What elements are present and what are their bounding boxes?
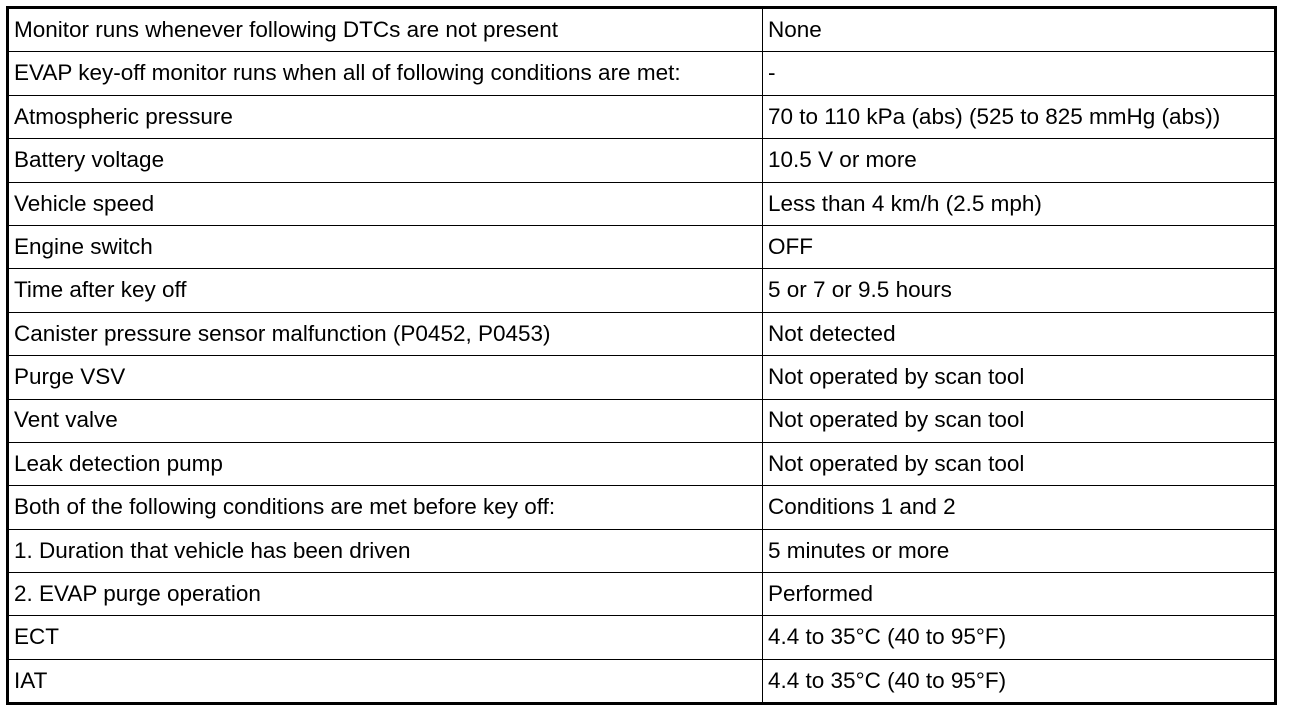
specification-cell: Less than 4 km/h (2.5 mph) <box>763 182 1276 225</box>
specification-cell: Not operated by scan tool <box>763 442 1276 485</box>
table-row <box>8 529 1276 572</box>
specification-cell: 4.4 to 35°C (40 to 95°F) <box>763 616 1276 659</box>
table-row <box>8 269 1276 312</box>
conditions-table-body <box>8 8 1276 704</box>
table-row <box>8 442 1276 485</box>
parameter-cell: ECT <box>8 616 763 659</box>
parameter-cell: Vehicle speed <box>8 182 763 225</box>
specification-cell: 5 or 7 or 9.5 hours <box>763 269 1276 312</box>
table-row <box>8 312 1276 355</box>
parameter-cell: IAT <box>8 659 763 703</box>
parameter-cell: 1. Duration that vehicle has been driven <box>8 529 763 572</box>
parameter-cell: Atmospheric pressure <box>8 95 763 138</box>
parameter-cell: 2. EVAP purge operation <box>8 573 763 616</box>
parameter-cell: Time after key off <box>8 269 763 312</box>
table-row <box>8 659 1276 703</box>
table-row <box>8 52 1276 95</box>
specification-cell: 10.5 V or more <box>763 139 1276 182</box>
specification-cell: Performed <box>763 573 1276 616</box>
specification-cell: Not detected <box>763 312 1276 355</box>
specification-cell: - <box>763 52 1276 95</box>
conditions-table <box>6 6 1277 705</box>
specification-cell: 70 to 110 kPa (abs) (525 to 825 mmHg (abs)) <box>763 95 1276 138</box>
parameter-cell: Vent valve <box>8 399 763 442</box>
parameter-cell: Leak detection pump <box>8 442 763 485</box>
specification-cell: Conditions 1 and 2 <box>763 486 1276 529</box>
specification-cell: OFF <box>763 225 1276 268</box>
specification-cell: 4.4 to 35°C (40 to 95°F) <box>763 659 1276 703</box>
parameter-cell: Engine switch <box>8 225 763 268</box>
table-row <box>8 356 1276 399</box>
table-row <box>8 399 1276 442</box>
specification-cell: Not operated by scan tool <box>763 356 1276 399</box>
specification-cell: 5 minutes or more <box>763 529 1276 572</box>
parameter-cell: Purge VSV <box>8 356 763 399</box>
parameter-cell: EVAP key-off monitor runs when all of following conditions are met: <box>8 52 763 95</box>
table-row <box>8 486 1276 529</box>
parameter-cell: Both of the following conditions are met before key off: <box>8 486 763 529</box>
parameter-cell: Canister pressure sensor malfunction (P0452, P0453) <box>8 312 763 355</box>
parameter-cell: Monitor runs whenever following DTCs are not present <box>8 8 763 52</box>
table-row <box>8 95 1276 138</box>
table-row <box>8 573 1276 616</box>
table-row <box>8 8 1276 52</box>
table-row <box>8 139 1276 182</box>
parameter-cell: Battery voltage <box>8 139 763 182</box>
specification-cell: None <box>763 8 1276 52</box>
table-row <box>8 225 1276 268</box>
specification-cell: Not operated by scan tool <box>763 399 1276 442</box>
table-row <box>8 182 1276 225</box>
table-row <box>8 616 1276 659</box>
